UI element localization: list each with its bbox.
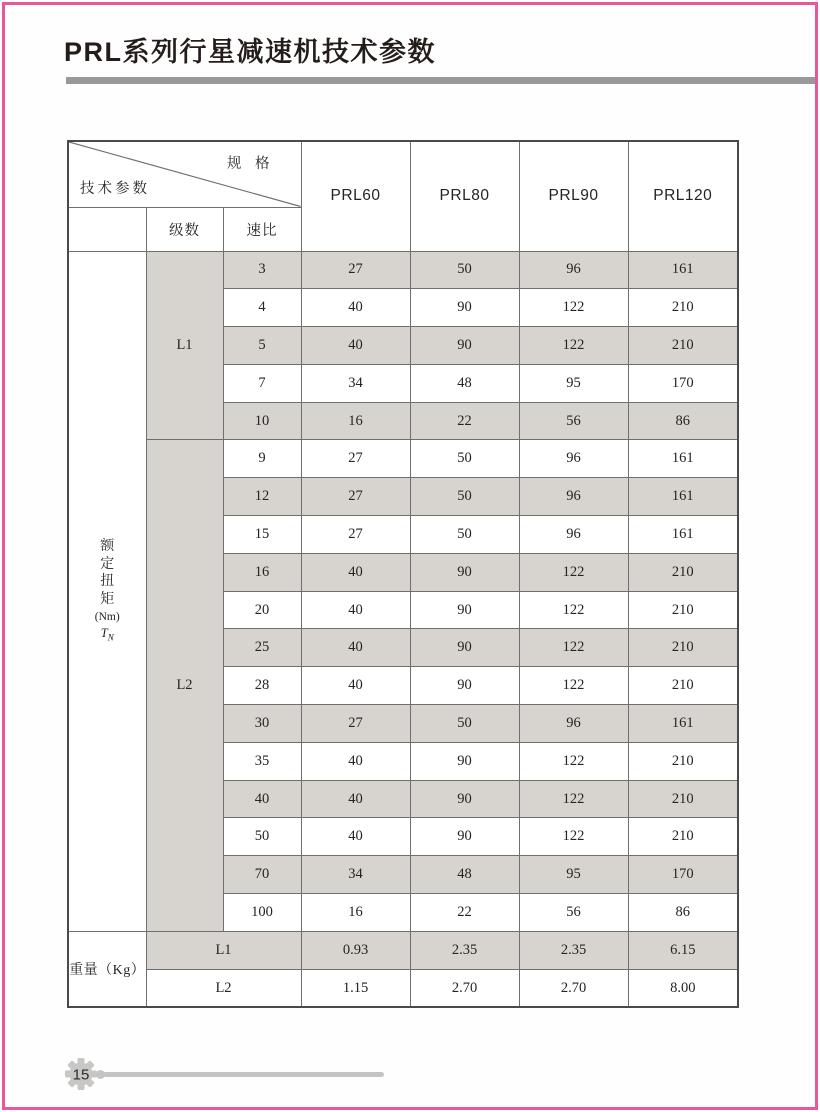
torque-value-cell: 56 (519, 402, 628, 440)
torque-value-cell: 90 (410, 780, 519, 818)
torque-value-cell: 122 (519, 818, 628, 856)
torque-value-cell: 161 (628, 516, 738, 554)
torque-unit-label: (Nm) (94, 611, 120, 624)
torque-value-cell: 90 (410, 591, 519, 629)
torque-value-cell: 50 (410, 440, 519, 478)
torque-value-cell: 210 (628, 327, 738, 365)
ratio-cell: 15 (223, 516, 301, 554)
weight-value-cell: 2.70 (410, 969, 519, 1007)
ratio-cell: 16 (223, 553, 301, 591)
ratio-cell: 70 (223, 856, 301, 894)
weight-stage-cell-l2: L2 (146, 969, 301, 1007)
torque-value-cell: 22 (410, 402, 519, 440)
col-header-prl80: PRL80 (410, 141, 519, 251)
ratio-cell: 10 (223, 402, 301, 440)
torque-value-cell: 161 (628, 251, 738, 289)
subheader-stages: 级数 (146, 207, 223, 251)
torque-value-cell: 96 (519, 478, 628, 516)
ratio-cell: 35 (223, 742, 301, 780)
torque-value-cell: 90 (410, 667, 519, 705)
col-header-prl60: PRL60 (301, 141, 410, 251)
torque-value-cell: 90 (410, 289, 519, 327)
torque-value-cell: 86 (628, 402, 738, 440)
torque-value-cell: 122 (519, 742, 628, 780)
weight-stage-cell-l1: L1 (146, 931, 301, 969)
torque-value-cell: 96 (519, 516, 628, 554)
ratio-cell: 20 (223, 591, 301, 629)
footer-line (103, 1072, 384, 1077)
torque-value-cell: 95 (519, 364, 628, 402)
torque-value-cell: 122 (519, 667, 628, 705)
ratio-cell: 50 (223, 818, 301, 856)
table-row (68, 440, 738, 478)
torque-value-cell: 50 (410, 516, 519, 554)
gear-icon (63, 1056, 99, 1092)
col-header-prl120: PRL120 (628, 141, 738, 251)
torque-value-cell: 122 (519, 780, 628, 818)
col-header-prl90: PRL90 (519, 141, 628, 251)
torque-value-cell: 95 (519, 856, 628, 894)
torque-value-cell: 96 (519, 440, 628, 478)
weight-label-cell: 重量（Kg） (68, 931, 146, 1007)
torque-value-cell: 161 (628, 705, 738, 743)
ratio-cell: 3 (223, 251, 301, 289)
torque-value-cell: 90 (410, 629, 519, 667)
torque-value-cell: 16 (301, 894, 410, 932)
torque-axis-cell (68, 251, 146, 931)
torque-value-cell: 122 (519, 591, 628, 629)
weight-value-cell: 2.70 (519, 969, 628, 1007)
torque-value-cell: 90 (410, 742, 519, 780)
torque-value-cell: 27 (301, 440, 410, 478)
ratio-cell: 28 (223, 667, 301, 705)
ratio-cell: 30 (223, 705, 301, 743)
diagonal-header-cell (68, 141, 301, 207)
table-row (68, 931, 738, 969)
torque-value-cell: 48 (410, 856, 519, 894)
table-row (68, 969, 738, 1007)
torque-value-cell: 40 (301, 327, 410, 365)
torque-value-cell: 40 (301, 818, 410, 856)
torque-value-cell: 40 (301, 591, 410, 629)
torque-value-cell: 22 (410, 894, 519, 932)
page-number: 15 (72, 1066, 90, 1084)
torque-value-cell: 122 (519, 553, 628, 591)
torque-value-cell: 86 (628, 894, 738, 932)
torque-value-cell: 210 (628, 742, 738, 780)
torque-value-cell: 16 (301, 402, 410, 440)
torque-value-cell: 40 (301, 780, 410, 818)
spec-table (67, 140, 739, 1008)
torque-value-cell: 122 (519, 629, 628, 667)
torque-value-cell: 161 (628, 478, 738, 516)
ratio-cell: 12 (223, 478, 301, 516)
stage-cell-l1: L1 (146, 251, 223, 440)
empty-subheader-cell (68, 207, 146, 251)
torque-value-cell: 210 (628, 289, 738, 327)
torque-value-cell: 34 (301, 364, 410, 402)
spec-axis-label: 规 格 (226, 156, 275, 172)
torque-value-cell: 122 (519, 289, 628, 327)
torque-value-cell: 96 (519, 705, 628, 743)
torque-value-cell: 40 (301, 553, 410, 591)
param-axis-label: 技术参数 (80, 180, 150, 197)
title-underline (66, 77, 815, 84)
torque-value-cell: 34 (301, 856, 410, 894)
torque-value-cell: 210 (628, 553, 738, 591)
torque-value-cell: 50 (410, 478, 519, 516)
torque-value-cell: 27 (301, 251, 410, 289)
page-title: PRL系列行星减速机技术参数 (64, 37, 436, 67)
weight-value-cell: 2.35 (519, 931, 628, 969)
torque-value-cell: 48 (410, 364, 519, 402)
torque-value-cell: 40 (301, 742, 410, 780)
torque-value-cell: 90 (410, 553, 519, 591)
torque-value-cell: 27 (301, 516, 410, 554)
ratio-cell: 25 (223, 629, 301, 667)
torque-axis-label: 额 定 扭 矩 (Nm) $T_N$ (94, 539, 120, 643)
torque-value-cell: 96 (519, 251, 628, 289)
torque-value-cell: 170 (628, 364, 738, 402)
torque-value-cell: 40 (301, 629, 410, 667)
torque-value-cell: 170 (628, 856, 738, 894)
ratio-cell: 5 (223, 327, 301, 365)
weight-value-cell: 6.15 (628, 931, 738, 969)
torque-value-cell: 122 (519, 327, 628, 365)
ratio-cell: 7 (223, 364, 301, 402)
torque-value-cell: 210 (628, 780, 738, 818)
torque-symbol-label: $T_N$ (100, 626, 114, 643)
torque-value-cell: 210 (628, 591, 738, 629)
torque-value-cell: 27 (301, 478, 410, 516)
torque-value-cell: 56 (519, 894, 628, 932)
table-row (68, 251, 738, 289)
ratio-cell: 4 (223, 289, 301, 327)
subheader-ratio: 速比 (223, 207, 301, 251)
torque-value-cell: 90 (410, 818, 519, 856)
torque-value-cell: 210 (628, 629, 738, 667)
torque-value-cell: 90 (410, 327, 519, 365)
weight-value-cell: 2.35 (410, 931, 519, 969)
torque-value-cell: 50 (410, 705, 519, 743)
torque-value-cell: 161 (628, 440, 738, 478)
torque-value-cell: 50 (410, 251, 519, 289)
ratio-cell: 9 (223, 440, 301, 478)
weight-value-cell: 0.93 (301, 931, 410, 969)
ratio-cell: 40 (223, 780, 301, 818)
ratio-cell: 100 (223, 894, 301, 932)
stage-cell-l2: L2 (146, 440, 223, 931)
torque-value-cell: 27 (301, 705, 410, 743)
weight-value-cell: 1.15 (301, 969, 410, 1007)
torque-value-cell: 210 (628, 667, 738, 705)
torque-value-cell: 40 (301, 667, 410, 705)
torque-value-cell: 210 (628, 818, 738, 856)
weight-value-cell: 8.00 (628, 969, 738, 1007)
torque-value-cell: 40 (301, 289, 410, 327)
